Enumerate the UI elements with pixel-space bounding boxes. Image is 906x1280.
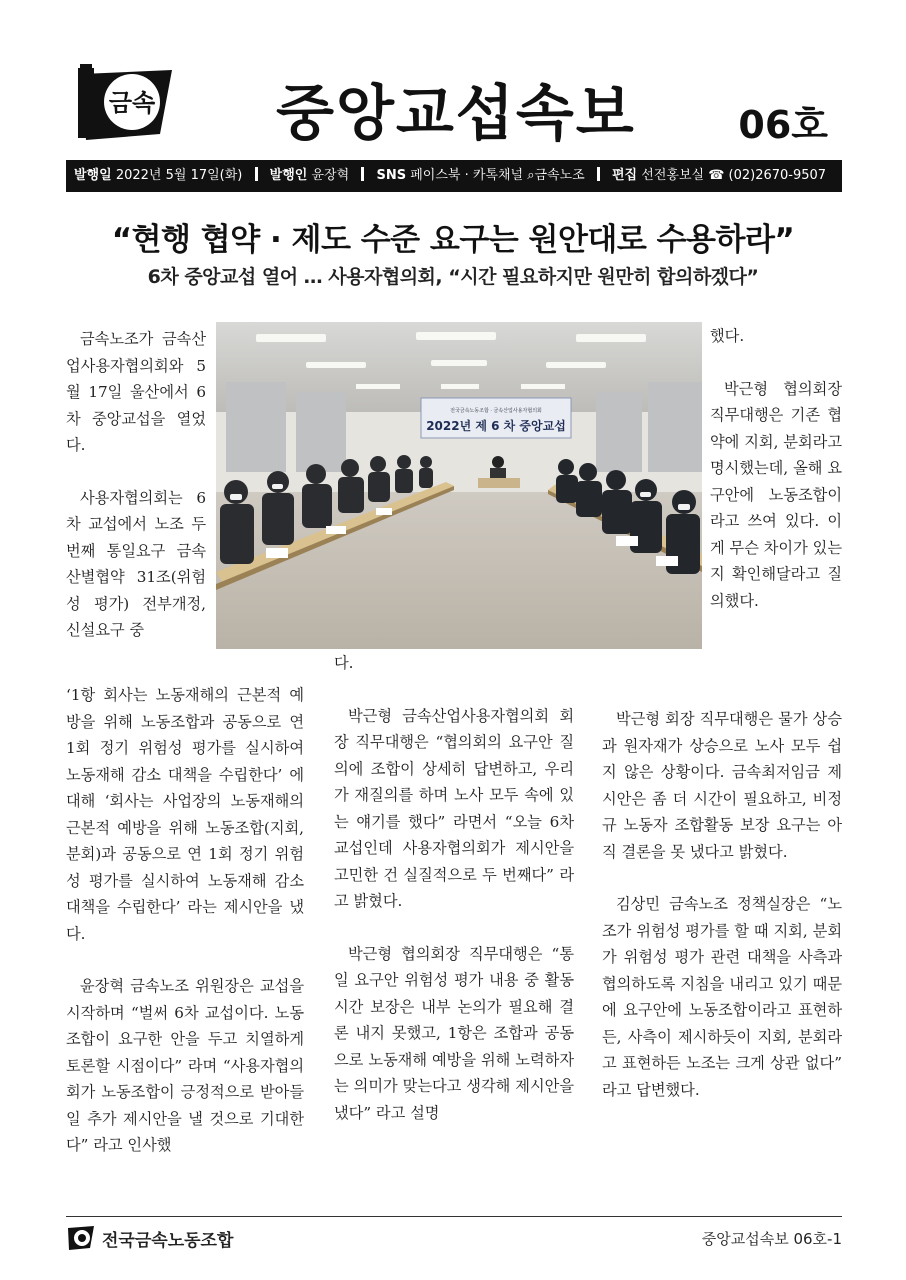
article-paragraph: 사용자협의회는 6차 교섭에서 노조 두 번째 통일요구 금속산별협약 31조(위험성 평가) 전부개정, 신설요구 중 — [66, 488, 206, 639]
article-column-3-top — [710, 323, 842, 614]
banner-line-2: 2022년 제 6 차 중앙교섭 — [426, 419, 566, 433]
article-paragraph: 김상민 금속노조 정책실장은 “노조가 위험성 평가를 할 때 지회, 분회가 위험성 평가 관련 대책을 사측과 협의하도록 지침을 내리고 있기 때문에 요구안에 노동조합이라고 표현하든, 사측이 제시하듯이 지회, 분회라고 표현하든 노조는 크게 상관 없다” 라고 답변했다. — [602, 895, 842, 1099]
article-paragraph: 박근형 회장 직무대행은 물가 상승과 원자재가 상승으로 노사 모두 쉽지 않은 상황이다. 금속최저임금 제시안은 좀 더 시간이 필요하고, 비정규 노동자 조합활동 보장 요구는 아직 결론을 못 냈다고 밝혔다. — [602, 710, 842, 861]
publisher-label: 발행인 — [269, 168, 308, 183]
meeting-photo-illustration — [216, 322, 702, 649]
masthead — [66, 62, 842, 158]
article-paragraph: 박근형 금속산업사용자협의회 회장 직무대행은 “협의회의 요구안 질의에 조합이 상세히 답변하고, 우리가 재질의를 하며 노사 모두 속에 있는 얘기를 했다” 라면서 “오늘 6차 교섭인데 사용자협의회가 제시안을 고민한 건 실질적으로 두 번째다” 라고 밝혔다. — [334, 706, 574, 910]
banner-line-1: 전국금속노동조합 · 금속산업사용자협의회 — [450, 408, 542, 414]
separator — [597, 167, 600, 181]
sns-value: 페이스북 · 카톡채널 ⌕금속노조 — [410, 168, 585, 183]
logo-text: 금속 — [108, 89, 156, 117]
editor-value: 선전홍보실 ☎ (02)2670-9507 — [641, 168, 827, 183]
article-paragraph: 다. — [334, 654, 354, 672]
publisher-value: 윤장혁 — [311, 168, 350, 183]
article-paragraph: 금속노조가 금속산업사용자협의회와 5월 17일 울산에서 6차 중앙교섭을 열었다. — [66, 330, 206, 454]
footer-divider — [66, 1216, 842, 1217]
newsletter-title: 중앙교섭속보 — [276, 79, 636, 149]
headline: “현행 협약 · 제도 수준 요구는 원안대로 수용하라” — [111, 222, 795, 258]
article-paragraph: ‘1항 회사는 노동재해의 근본적 예방을 위해 노동조합과 공동으로 연 1회 정기 위험성 평가를 실시하여 노동재해 감소 대책을 수립한다’ 에 대해 ‘회사는 사업장의 노동재해의 근본적 예방을 위해 노동조합(지회, 분회)과 공동으로 연 1회 정기 위험성 평가를 실시하여 노동재해 감소 대책을 수립한다’ 라는 제시안을 냈다. — [66, 686, 304, 943]
issue-number: 06호 — [738, 103, 828, 147]
sns-label: SNS — [376, 168, 407, 183]
separator — [255, 167, 258, 181]
meeting-photo — [216, 322, 702, 649]
footer-org-block — [66, 1222, 233, 1254]
date-label: 발행일 — [74, 168, 112, 183]
article-paragraph: 했다. — [710, 327, 745, 345]
union-logo-small-icon — [66, 1224, 96, 1252]
article-column-1-bottom — [66, 682, 304, 1159]
date-value: 2022년 5월 17일(화) — [115, 168, 243, 183]
footer-page-number: 중앙교섭속보 06호-1 — [701, 1230, 842, 1248]
article-column-2 — [334, 650, 574, 1126]
separator — [361, 167, 364, 181]
article-column-1-top — [66, 326, 206, 670]
publication-info-bar — [66, 160, 842, 192]
editor-label: 편집 — [612, 168, 638, 183]
subheadline: 6차 중앙교섭 열어 … 사용자협의회, “시간 필요하지만 원만히 합의하겠다” — [147, 266, 759, 288]
article-column-3-bottom — [602, 706, 842, 1103]
article-paragraph: 박근형 협의회장 직무대행은 “통일 요구안 위험성 평가 내용 중 활동시간 보장은 내부 논의가 필요해 결론 내지 못했고, 1항은 조합과 공동으로 노동재해 예방을 위해 노력하자는 의미가 맞는다고 생각해 제시안을 냈다” 라고 설명 — [334, 944, 574, 1122]
footer-org-name: 전국금속노동조합 — [102, 1230, 234, 1251]
article-paragraph: 박근형 협의회장 직무대행은 기존 협약에 지회, 분회라고 명시했는데, 올해 요구안에 노동조합이라고 쓰여 있다. 이게 무슨 차이가 있는지 확인해달라고 질의했다. — [710, 379, 842, 610]
union-fist-logo-icon — [76, 62, 176, 144]
article-paragraph: 윤장혁 금속노조 위원장은 교섭을 시작하며 “벌써 6차 교섭이다. 노동조합이 요구한 안을 두고 치열하게 토론할 시점이다” 라며 “사용자협의회가 노동조합이 긍정적으로 받아들일 추가 제시안을 낼 것으로 기대한다” 라고 인사했 — [66, 977, 304, 1154]
